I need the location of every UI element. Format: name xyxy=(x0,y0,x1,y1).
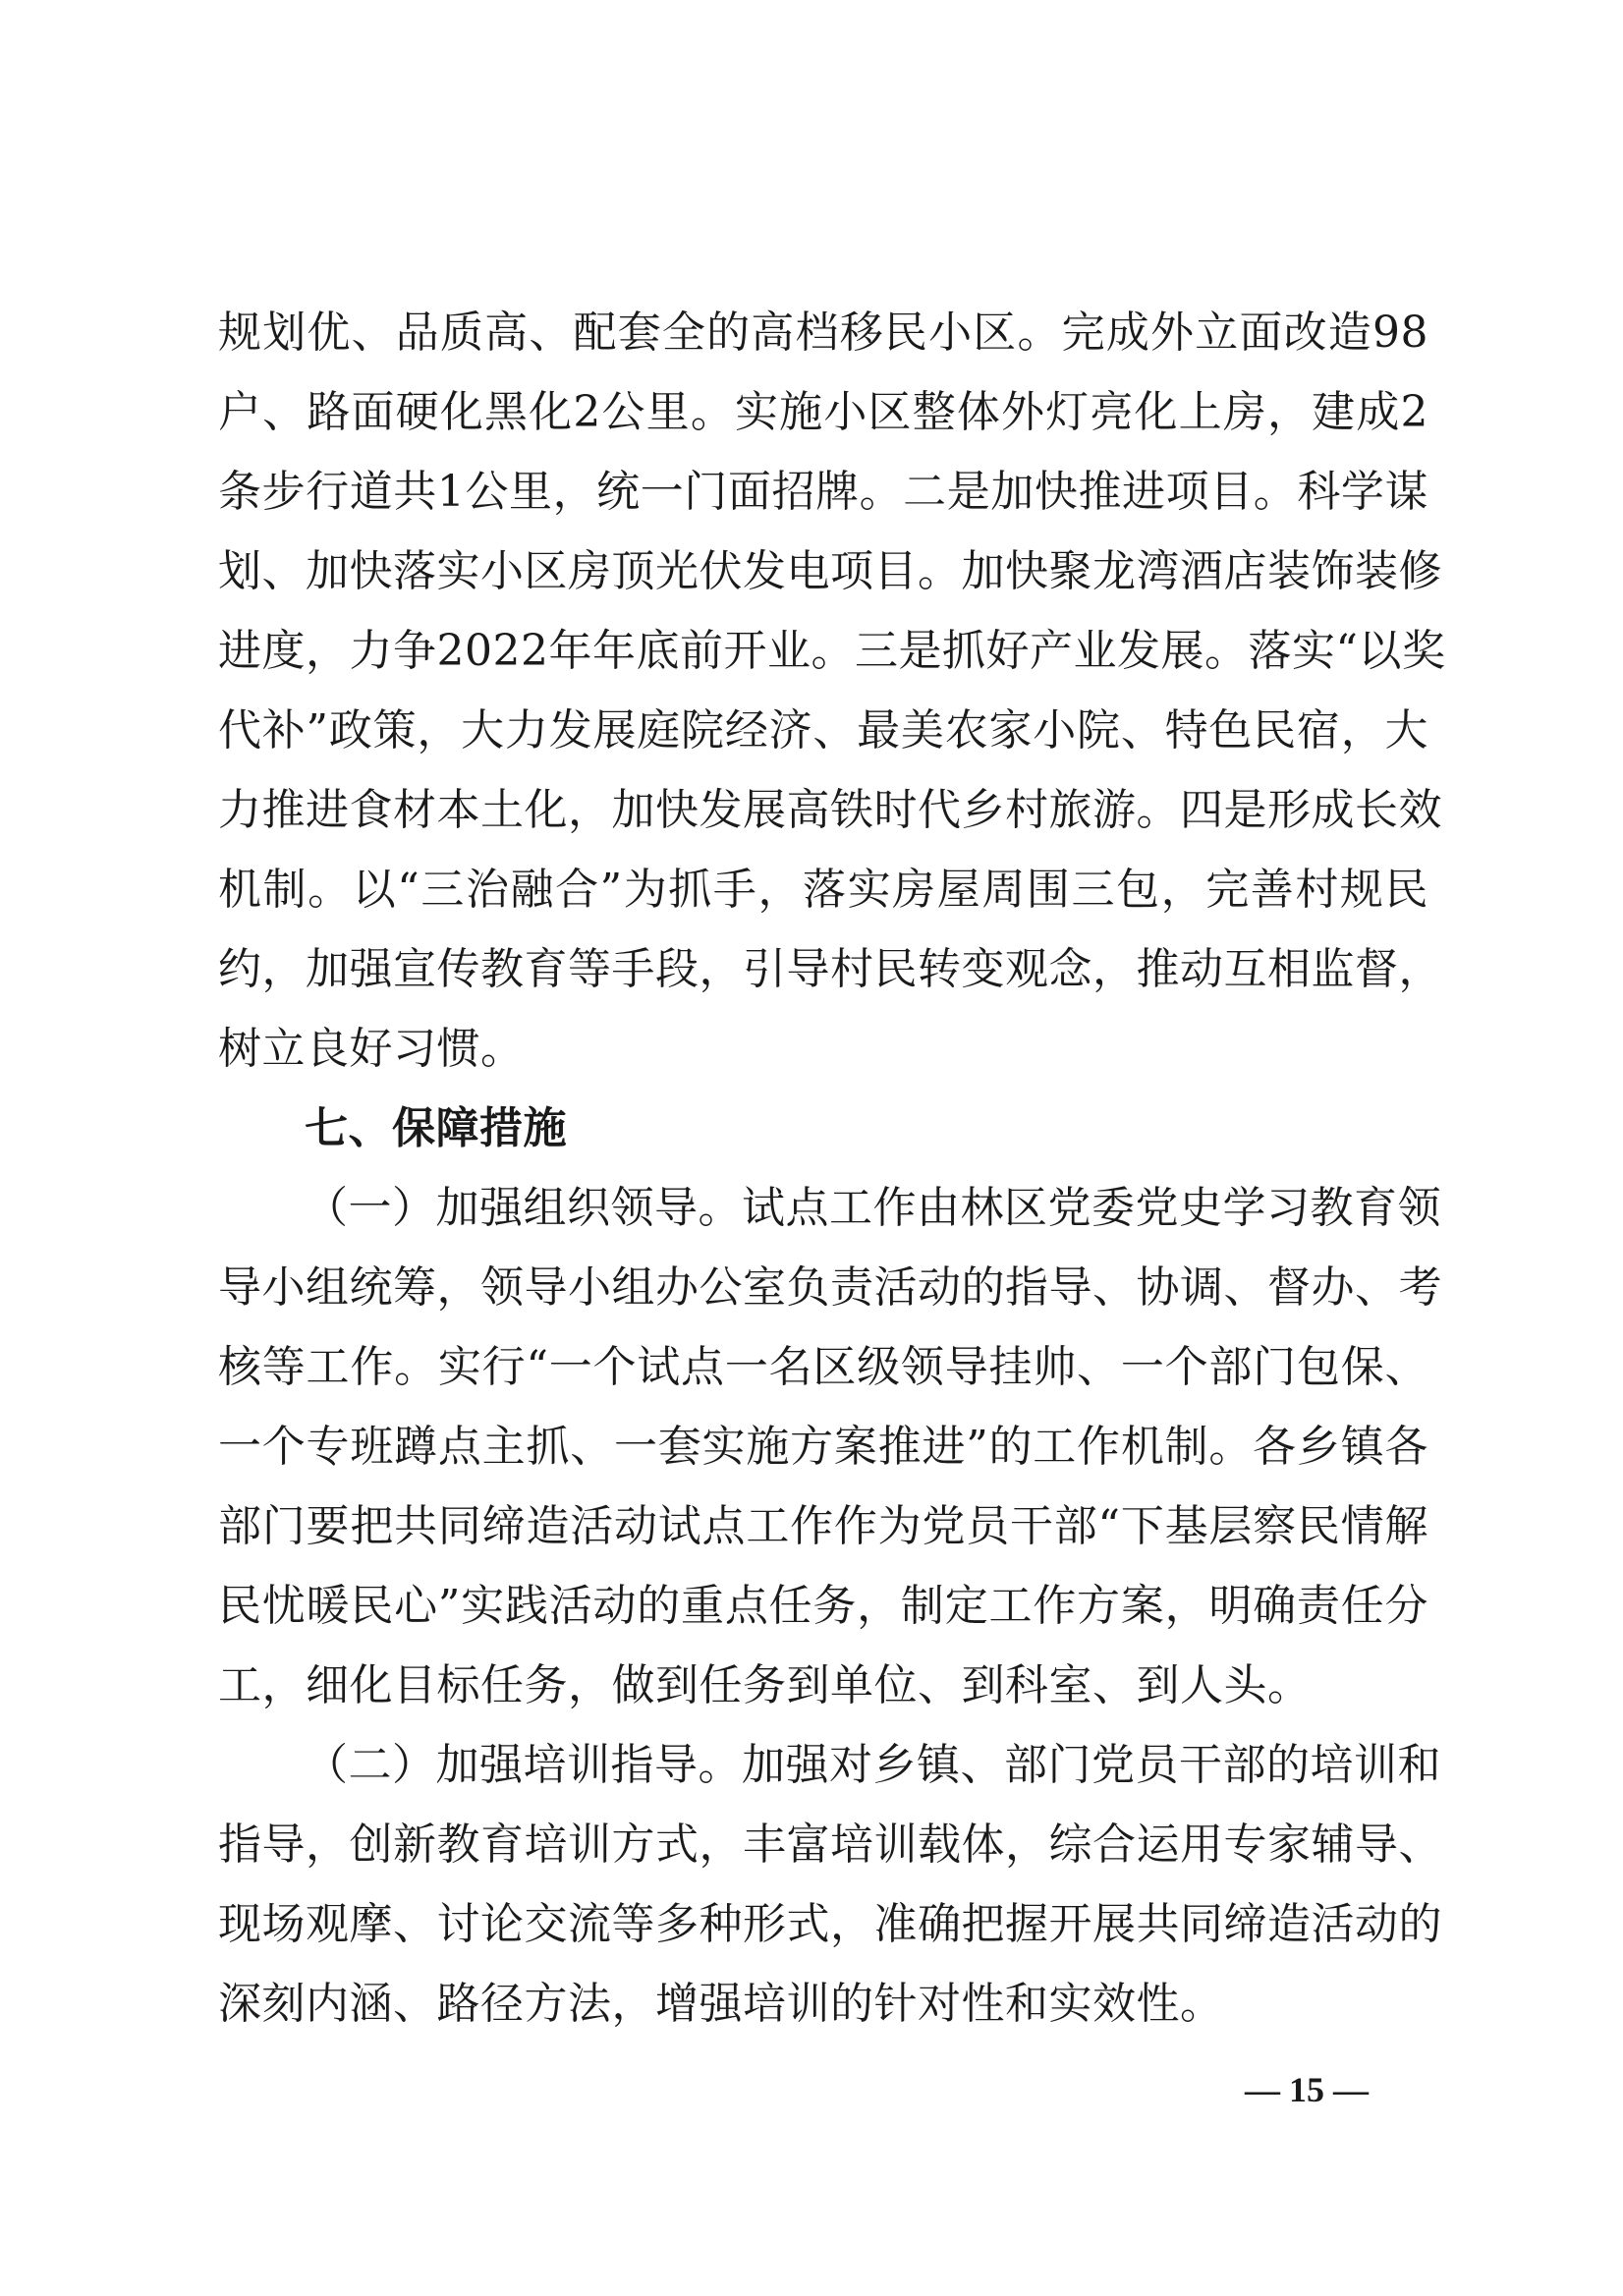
text-line: 指导，创新教育培训方式，丰富培训载体，综合运用专家辅导、 xyxy=(218,1820,1442,1870)
text-line: 条步行道共1公里，统一门面招牌。二是加快推进项目。科学谋 xyxy=(218,467,1428,517)
body-text xyxy=(218,293,1446,2044)
page-number: — 15 — xyxy=(1245,2070,1369,2109)
text-line: （一）加强组织领导。试点工作由林区党委党史学习教育领 xyxy=(305,1183,1441,1233)
text-line: 一个专班蹲点主抓、一套实施方案推进”的工作机制。各乡镇各 xyxy=(218,1422,1428,1472)
text-line: （二）加强培训指导。加强对乡镇、部门党员干部的培训和 xyxy=(305,1740,1441,1790)
text-line: 划、加快落实小区房顶光伏发电项目。加快聚龙湾酒店装饰装修 xyxy=(218,546,1442,596)
text-line: 核等工作。实行“一个试点一名区级领导挂帅、一个部门包保、 xyxy=(218,1342,1428,1392)
text-line: 机制。以“三治融合”为抓手，落实房屋周围三包，完善村规民 xyxy=(218,865,1428,915)
text-line: 约，加强宣传教育等手段，引导村民转变观念，推动互相监督， xyxy=(218,944,1442,994)
text-line: 民忧暖民心”实践活动的重点任务，制定工作方案，明确责任分 xyxy=(218,1581,1428,1631)
text-line: 树立良好习惯。 xyxy=(218,1024,525,1074)
text-line: 深刻内涵、路径方法，增强培训的针对性和实效性。 xyxy=(218,1979,1224,2029)
section-heading: 七、保障措施 xyxy=(305,1103,567,1153)
text-line: 部门要把共同缔造活动试点工作作为党员干部“下基层察民情解 xyxy=(218,1501,1428,1551)
text-line: 导小组统筹，领导小组办公室负责活动的指导、协调、督办、考 xyxy=(218,1262,1442,1313)
text-line: 代补”政策，大力发展庭院经济、最美农家小院、特色民宿，大 xyxy=(218,705,1428,756)
text-line: 工，细化目标任务，做到任务到单位、到科室、到人头。 xyxy=(218,1660,1312,1710)
text-line: 规划优、品质高、配套全的高档移民小区。完成外立面改造98 xyxy=(218,308,1428,358)
text-line: 现场观摩、讨论交流等多种形式，准确把握开展共同缔造活动的 xyxy=(218,1899,1442,1949)
text-line: 户、路面硬化黑化2公里。实施小区整体外灯亮化上房，建成2 xyxy=(218,387,1428,437)
text-line: 力推进食材本土化，加快发展高铁时代乡村旅游。四是形成长效 xyxy=(218,785,1442,835)
text-line: 进度，力争2022年年底前开业。三是抓好产业发展。落实“以奖 xyxy=(218,626,1446,676)
